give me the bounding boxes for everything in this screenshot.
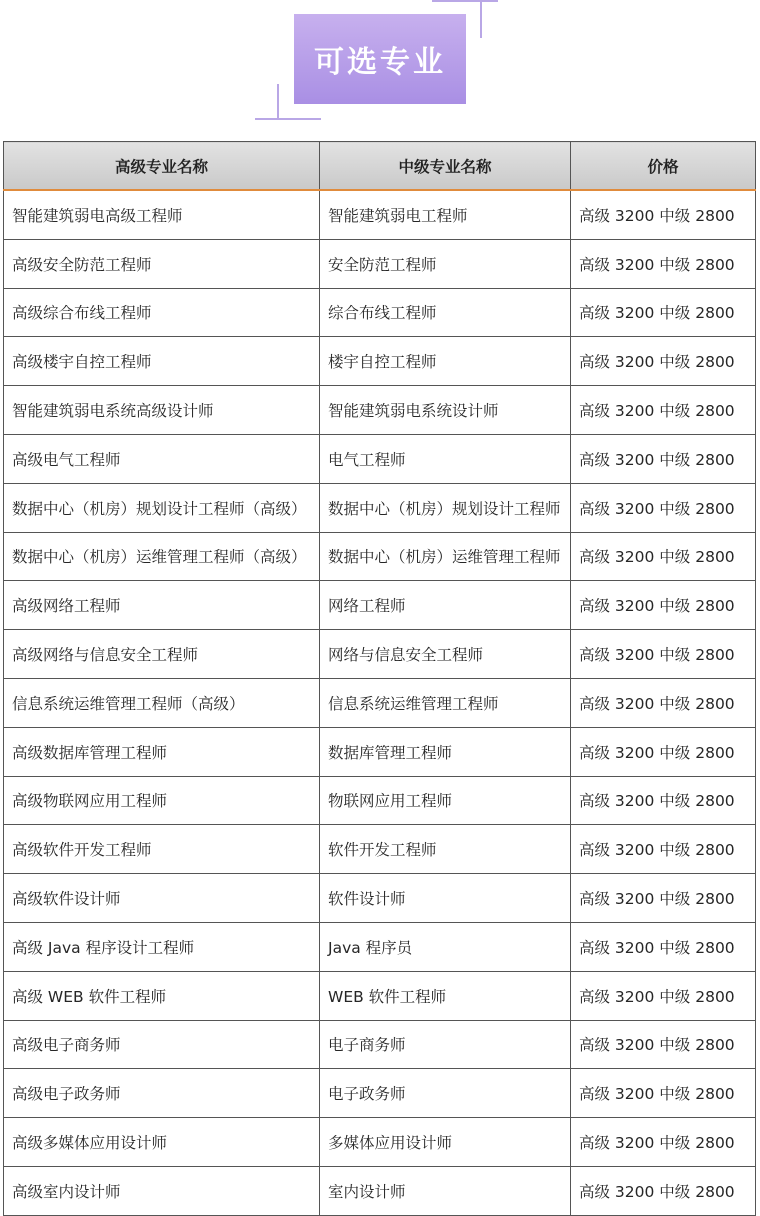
- table-row: [4, 239, 756, 288]
- cell-price: 高级 3200 中级 2800: [571, 581, 756, 630]
- cell-intermediate-major: 数据中心（机房）运维管理工程师: [320, 532, 571, 581]
- cell-senior-major: 数据中心（机房）规划设计工程师（高级）: [4, 483, 320, 532]
- cell-intermediate-major: 电子政务师: [320, 1069, 571, 1118]
- cell-price: 高级 3200 中级 2800: [571, 483, 756, 532]
- cell-senior-major: 高级数据库管理工程师: [4, 727, 320, 776]
- cell-senior-major: 高级安全防范工程师: [4, 239, 320, 288]
- cell-price: 高级 3200 中级 2800: [571, 1069, 756, 1118]
- cell-senior-major: 智能建筑弱电高级工程师: [4, 190, 320, 239]
- cell-intermediate-major: 网络工程师: [320, 581, 571, 630]
- cell-intermediate-major: 数据中心（机房）规划设计工程师: [320, 483, 571, 532]
- cell-price: 高级 3200 中级 2800: [571, 386, 756, 435]
- cell-senior-major: 高级 WEB 软件工程师: [4, 971, 320, 1020]
- cell-senior-major: 高级物联网应用工程师: [4, 776, 320, 825]
- table-row: [4, 288, 756, 337]
- cell-intermediate-major: 软件设计师: [320, 874, 571, 923]
- table-row: [4, 1166, 756, 1215]
- cell-price: 高级 3200 中级 2800: [571, 1020, 756, 1069]
- table-row: [4, 386, 756, 435]
- cell-intermediate-major: 室内设计师: [320, 1166, 571, 1215]
- cell-price: 高级 3200 中级 2800: [571, 678, 756, 727]
- table-row: [4, 971, 756, 1020]
- cell-price: 高级 3200 中级 2800: [571, 874, 756, 923]
- cell-price: 高级 3200 中级 2800: [571, 239, 756, 288]
- cell-intermediate-major: 信息系统运维管理工程师: [320, 678, 571, 727]
- table-row: [4, 1118, 756, 1167]
- cell-price: 高级 3200 中级 2800: [571, 922, 756, 971]
- cell-senior-major: 高级电子商务师: [4, 1020, 320, 1069]
- majors-table: [3, 141, 756, 1216]
- cell-intermediate-major: 软件开发工程师: [320, 825, 571, 874]
- header-senior-major: 高级专业名称: [4, 142, 320, 191]
- cell-senior-major: 数据中心（机房）运维管理工程师（高级）: [4, 532, 320, 581]
- cell-intermediate-major: 物联网应用工程师: [320, 776, 571, 825]
- cell-intermediate-major: 智能建筑弱电系统设计师: [320, 386, 571, 435]
- cell-senior-major: 高级多媒体应用设计师: [4, 1118, 320, 1167]
- table-header-row: [4, 142, 756, 191]
- cell-senior-major: 高级 Java 程序设计工程师: [4, 922, 320, 971]
- cell-senior-major: 高级综合布线工程师: [4, 288, 320, 337]
- cell-intermediate-major: 智能建筑弱电工程师: [320, 190, 571, 239]
- table-row: [4, 532, 756, 581]
- header-intermediate-major: 中级专业名称: [320, 142, 571, 191]
- cell-senior-major: 高级软件开发工程师: [4, 825, 320, 874]
- cell-price: 高级 3200 中级 2800: [571, 532, 756, 581]
- cell-senior-major: 高级软件设计师: [4, 874, 320, 923]
- cell-price: 高级 3200 中级 2800: [571, 434, 756, 483]
- decor-line-bottom-horizontal: [255, 118, 321, 120]
- section-title-box: [294, 14, 466, 104]
- header-price: 价格: [571, 142, 756, 191]
- table-row: [4, 434, 756, 483]
- cell-senior-major: 高级楼宇自控工程师: [4, 337, 320, 386]
- table-row: [4, 776, 756, 825]
- cell-intermediate-major: 综合布线工程师: [320, 288, 571, 337]
- cell-intermediate-major: 数据库管理工程师: [320, 727, 571, 776]
- cell-intermediate-major: WEB 软件工程师: [320, 971, 571, 1020]
- cell-price: 高级 3200 中级 2800: [571, 825, 756, 874]
- cell-price: 高级 3200 中级 2800: [571, 288, 756, 337]
- section-title: 可选专业: [314, 45, 446, 80]
- cell-price: 高级 3200 中级 2800: [571, 1118, 756, 1167]
- table-row: [4, 678, 756, 727]
- cell-intermediate-major: 网络与信息安全工程师: [320, 630, 571, 679]
- table-row: [4, 1069, 756, 1118]
- cell-intermediate-major: 电子商务师: [320, 1020, 571, 1069]
- cell-price: 高级 3200 中级 2800: [571, 1166, 756, 1215]
- table-row: [4, 727, 756, 776]
- decor-line-top-vertical: [480, 0, 482, 38]
- cell-senior-major: 高级电气工程师: [4, 434, 320, 483]
- majors-table-container: [3, 141, 755, 1216]
- cell-intermediate-major: 楼宇自控工程师: [320, 337, 571, 386]
- cell-senior-major: 高级网络与信息安全工程师: [4, 630, 320, 679]
- cell-senior-major: 高级室内设计师: [4, 1166, 320, 1215]
- cell-senior-major: 智能建筑弱电系统高级设计师: [4, 386, 320, 435]
- cell-senior-major: 信息系统运维管理工程师（高级）: [4, 678, 320, 727]
- cell-price: 高级 3200 中级 2800: [571, 190, 756, 239]
- cell-senior-major: 高级电子政务师: [4, 1069, 320, 1118]
- table-row: [4, 483, 756, 532]
- table-row: [4, 874, 756, 923]
- cell-price: 高级 3200 中级 2800: [571, 776, 756, 825]
- table-row: [4, 190, 756, 239]
- decor-line-top-horizontal: [432, 0, 498, 2]
- table-row: [4, 1020, 756, 1069]
- table-row: [4, 630, 756, 679]
- table-row: [4, 581, 756, 630]
- cell-senior-major: 高级网络工程师: [4, 581, 320, 630]
- cell-intermediate-major: 多媒体应用设计师: [320, 1118, 571, 1167]
- cell-intermediate-major: 安全防范工程师: [320, 239, 571, 288]
- cell-price: 高级 3200 中级 2800: [571, 971, 756, 1020]
- cell-intermediate-major: Java 程序员: [320, 922, 571, 971]
- cell-price: 高级 3200 中级 2800: [571, 630, 756, 679]
- decor-line-bottom-vertical: [277, 84, 279, 120]
- banner: [0, 0, 760, 140]
- table-row: [4, 825, 756, 874]
- table-row: [4, 337, 756, 386]
- table-row: [4, 922, 756, 971]
- cell-price: 高级 3200 中级 2800: [571, 337, 756, 386]
- cell-price: 高级 3200 中级 2800: [571, 727, 756, 776]
- table-body: [4, 190, 756, 1215]
- cell-intermediate-major: 电气工程师: [320, 434, 571, 483]
